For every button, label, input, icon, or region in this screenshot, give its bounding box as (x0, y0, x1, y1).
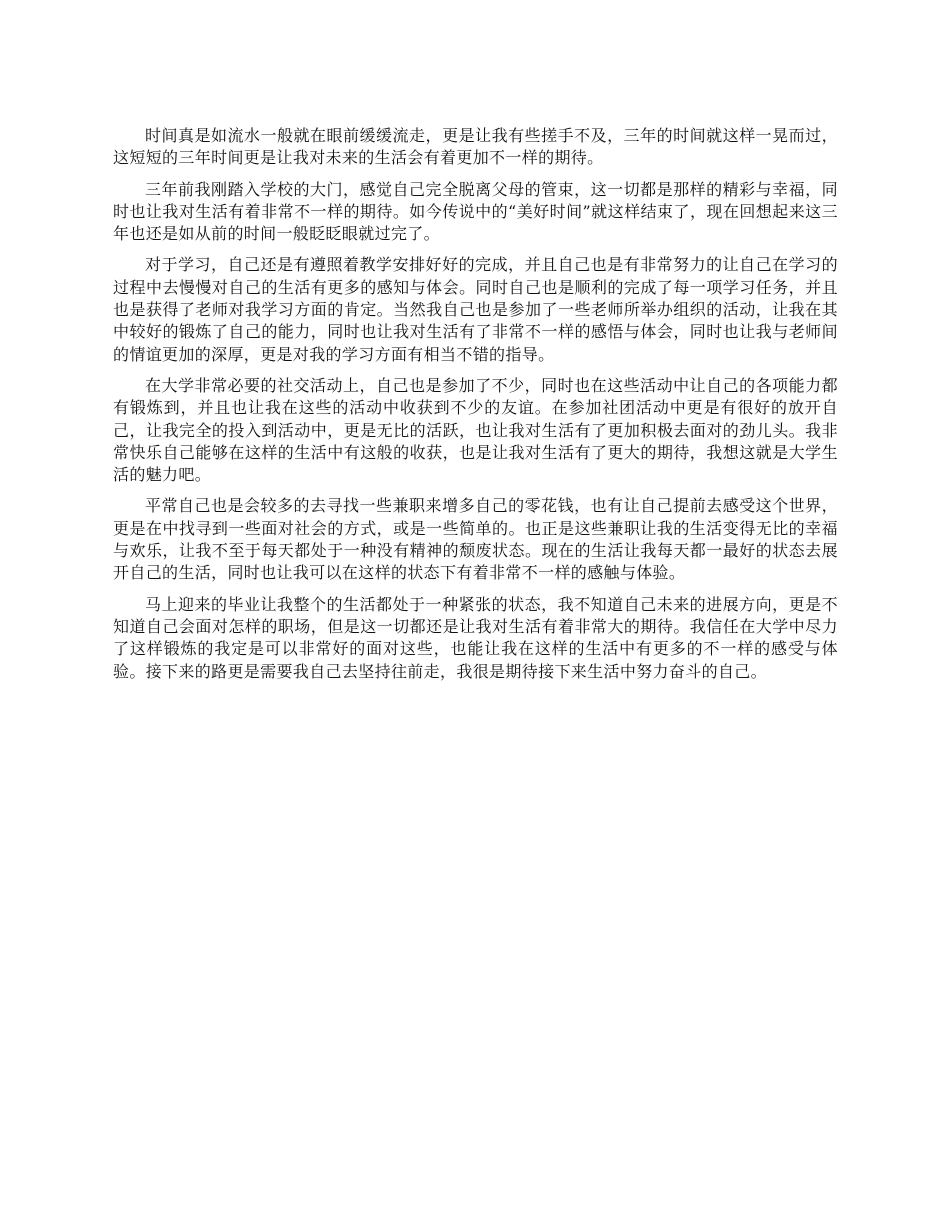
paragraph-1: 时间真是如流水一般就在眼前缓缓流走，更是让我有些搓手不及，三年的时间就这样一晃而过，这短短的三年时间更是让我对未来的生活会有着更加不一样的期待。 (113, 126, 838, 168)
paragraph-2: 三年前我刚踏入学校的大门，感觉自己完全脱离父母的管束，这一切都是那样的精彩与幸福，同时也让我对生活有着非常不一样的期待。如今传说中的“美好时间”就这样结束了，现在回想起来这三年也还是如从前的时间一般眨眨眼就过完了。 (113, 179, 838, 244)
paragraph-4: 在大学非常必要的社交活动上，自己也是参加了不少，同时也在这些活动中让自己的各项能力都有锻炼到，并且也让我在这些的活动中收获到不少的友谊。在参加社团活动中更是有很好的放开自己，让我完全的投入到活动中，更是无比的活跃，也让我对生活有了更加积极去面对的劲儿头。我非常快乐自己能够在这样的生活中有这般的收获，也是让我对生活有了更大的期待，我想这就是大学生活的魅力吧。 (113, 375, 838, 485)
paragraph-5: 平常自己也是会较多的去寻找一些兼职来增多自己的零花钱，也有让自己提前去感受这个世界，更是在中找寻到一些面对社会的方式，或是一些简单的。也正是这些兼职让我的生活变得无比的幸福与欢乐，让我不至于每天都处于一种没有精神的颓废状态。现在的生活让我每天都一最好的状态去展开自己的生活，同时也让我可以在这样的状态下有着非常不一样的感触与体验。 (113, 496, 838, 583)
paragraph-6: 马上迎来的毕业让我整个的生活都处于一种紧张的状态，我不知道自己未来的进展方向，更是不知道自己会面对怎样的职场，但是这一切都还是让我对生活有着非常大的期待。我信任在大学中尽力了这样锻炼的我定是可以非常好的面对这些，也能让我在这样的生活中有更多的不一样的感受与体验。接下来的路更是需要我自己去坚持往前走，我很是期待接下来生活中努力奋斗的自己。 (113, 594, 838, 681)
document-body (113, 125, 838, 692)
paragraph-3: 对于学习，自己还是有遵照着教学安排好好的完成，并且自己也是有非常努力的让自己在学习的过程中去慢慢对自己的生活有更多的感知与体会。同时自己也是顺利的完成了每一项学习任务，并且也是获得了老师对我学习方面的肯定。当然我自己也是参加了一些老师所举办组织的活动，让我在其中较好的锻炼了自己的能力，同时也让我对生活有了非常不一样的感悟与体会，同时也让我与老师间的情谊更加的深厚，更是对我的学习方面有相当不错的指导。 (113, 255, 838, 364)
